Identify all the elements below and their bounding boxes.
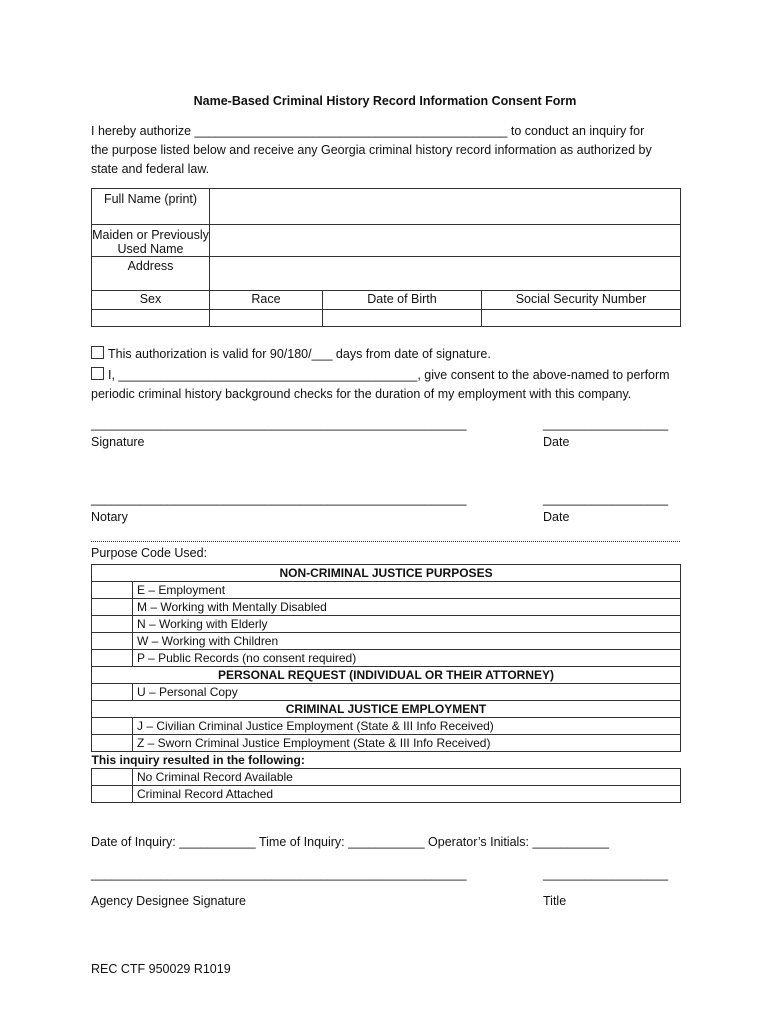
- agency-signature-line[interactable]: ______________________________________________________: [91, 867, 467, 881]
- notary-date-label: Date: [543, 510, 570, 524]
- non-criminal-section: [92, 565, 681, 803]
- code-checkbox-cell[interactable]: [92, 718, 133, 735]
- maiden-name-label: Maiden or Previously Used Name: [92, 225, 210, 257]
- signature-line[interactable]: ______________________________________________________: [91, 417, 467, 431]
- dob-field[interactable]: [323, 310, 482, 327]
- code-label: N – Working with Elderly: [133, 616, 681, 633]
- notary-line[interactable]: ______________________________________________________: [91, 492, 467, 506]
- signature-date-label: Date: [543, 435, 570, 449]
- criminal-justice-header: CRIMINAL JUSTICE EMPLOYMENT: [92, 701, 681, 718]
- code-label: M – Working with Mentally Disabled: [133, 599, 681, 616]
- agency-signature-label: Agency Designee Signature: [91, 894, 246, 908]
- periodic-consent-text-1: I, ___________________________________________, give consent to the above-named to perform: [108, 368, 670, 382]
- sex-label: Sex: [92, 291, 210, 310]
- periodic-consent-option: [91, 366, 691, 385]
- result-checkbox-cell[interactable]: [92, 786, 133, 803]
- inquiry-details-line[interactable]: Date of Inquiry: ___________ Time of Inquiry: ___________ Operator’s Initials: ___________: [91, 835, 609, 849]
- purpose-code-table: [91, 564, 681, 803]
- code-label: E – Employment: [133, 582, 681, 599]
- notary-label: Notary: [91, 510, 128, 524]
- address-label: Address: [92, 257, 210, 291]
- periodic-consent-text-2: periodic criminal history background checks for the duration of my employment with this company.: [91, 387, 632, 401]
- authorization-paragraph: [91, 122, 681, 179]
- code-checkbox-cell[interactable]: [92, 582, 133, 599]
- sex-field[interactable]: [92, 310, 210, 327]
- race-label: Race: [210, 291, 323, 310]
- purpose-heading: Purpose Code Used:: [91, 546, 208, 560]
- code-label: U – Personal Copy: [133, 684, 681, 701]
- intro-line-1: I hereby authorize _____________________________________________ to conduct an inquiry for: [91, 124, 645, 138]
- full-name-label: Full Name (print): [92, 189, 210, 225]
- intro-line-2: the purpose listed below and receive any Georgia criminal history record information as authorized by: [91, 143, 652, 157]
- validity-text: This authorization is valid for 90/180/___ days from date of signature.: [108, 347, 491, 361]
- code-checkbox-cell[interactable]: [92, 684, 133, 701]
- non-criminal-header: NON-CRIMINAL JUSTICE PURPOSES: [92, 565, 681, 582]
- result-checkbox-cell[interactable]: [92, 769, 133, 786]
- code-checkbox-cell[interactable]: [92, 633, 133, 650]
- ssn-field[interactable]: [482, 310, 681, 327]
- result-label: No Criminal Record Available: [133, 769, 681, 786]
- notary-date-line[interactable]: __________________: [543, 492, 669, 506]
- address-field[interactable]: [210, 257, 681, 291]
- form-id: REC CTF 950029 R1019: [91, 962, 231, 976]
- code-checkbox-cell[interactable]: [92, 616, 133, 633]
- maiden-name-field[interactable]: [210, 225, 681, 257]
- code-checkbox-cell[interactable]: [92, 650, 133, 667]
- code-checkbox-cell[interactable]: [92, 735, 133, 752]
- code-label: J – Civilian Criminal Justice Employment (State & III Info Received): [133, 718, 681, 735]
- full-name-field[interactable]: [210, 189, 681, 225]
- periodic-consent-checkbox[interactable]: [91, 367, 104, 380]
- intro-line-3: state and federal law.: [91, 162, 210, 176]
- code-label: P – Public Records (no consent required): [133, 650, 681, 667]
- applicant-info-table: [91, 188, 681, 327]
- signature-label: Signature: [91, 435, 145, 449]
- agency-title-line[interactable]: __________________: [543, 867, 669, 881]
- ssn-label: Social Security Number: [482, 291, 681, 310]
- validity-option: [91, 345, 691, 364]
- agency-title-label: Title: [543, 894, 567, 908]
- dob-label: Date of Birth: [323, 291, 482, 310]
- code-label: W – Working with Children: [133, 633, 681, 650]
- section-divider: [91, 541, 680, 542]
- result-label: Criminal Record Attached: [133, 786, 681, 803]
- form-title: Name-Based Criminal History Record Information Consent Form: [193, 94, 577, 108]
- signature-date-line[interactable]: __________________: [543, 417, 669, 431]
- result-heading: This inquiry resulted in the following:: [91, 753, 305, 767]
- code-checkbox-cell[interactable]: [92, 599, 133, 616]
- validity-checkbox[interactable]: [91, 346, 104, 359]
- code-label: Z – Sworn Criminal Justice Employment (State & III Info Received): [133, 735, 681, 752]
- race-field[interactable]: [210, 310, 323, 327]
- personal-request-header: PERSONAL REQUEST (INDIVIDUAL OR THEIR ATTORNEY): [92, 667, 681, 684]
